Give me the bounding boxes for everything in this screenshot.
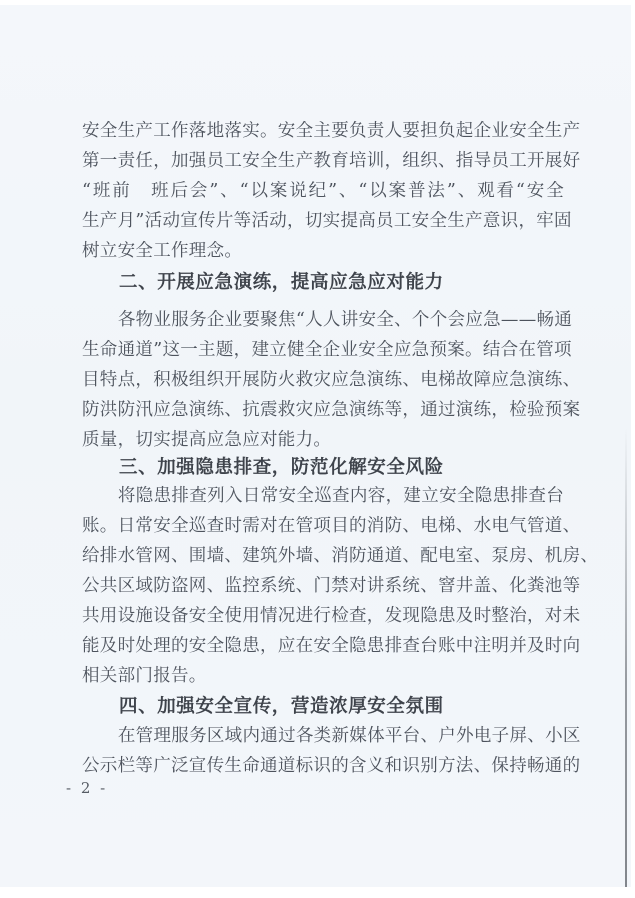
text-line: 账。日常安全巡查时需对在管项目的消防、电梯、水电气管道、 [82, 516, 581, 536]
heading-text: 二、开展应急演练，提高应急应对能力 [119, 272, 444, 293]
text-line: 共用设施设备安全使用情况进行检查，发现隐患及时整治，对未 [82, 606, 581, 626]
text-line: “班前 班后会”、“以案说纪”、“以案普法”、观看“安全 [82, 181, 564, 201]
text-line: 公共区域防盗网、监控系统、门禁对讲系统、窨井盖、化粪池等 [82, 576, 581, 596]
paragraph [82, 481, 599, 691]
heading-text: 四、加强安全宣传，营造浓厚安全氛围 [119, 696, 444, 717]
text-line: 在管理服务区域内通过各类新媒体平台、户外电子屏、小区 [117, 726, 581, 746]
text-line: 给排水管网、围墙、建筑外墙、消防通道、配电室、泵房、机房、 [82, 546, 599, 566]
heading-text: 三、加强隐患排查，防范化解安全风险 [119, 457, 444, 478]
section-heading-2 [82, 268, 564, 298]
text-line: 防洪防汛应急演练、抗震救灾应急演练等，通过演练，检验预案 [82, 400, 581, 420]
text-line: 安全生产工作落地落实。安全主要负责人要担负起企业安全生产 [82, 121, 581, 141]
scanned-paper [0, 5, 631, 887]
text-line: 将隐患排查列入日常安全巡查内容，建立安全隐患排查台 [117, 486, 564, 506]
text-line: 生命通道”这一主题，建立健全企业安全应急预案。结合在管项 [82, 340, 572, 360]
section-heading-3 [82, 453, 564, 483]
text-line: 树立安全工作理念。 [82, 241, 243, 261]
paragraph [82, 721, 581, 781]
text-line: 生产月”活动宣传片等活动，切实提高员工安全生产意识，牢固 [82, 211, 572, 231]
section-heading-4 [82, 692, 564, 722]
text-line: 各物业服务企业要聚焦“人人讲安全、个个会应急——畅通 [117, 310, 573, 330]
text-line: 能及时处理的安全隐患，应在安全隐患排查台账中注明并及时向 [82, 636, 581, 656]
text-line: 公示栏等广泛宣传生命通道标识的含义和识别方法、保持畅通的 [82, 756, 581, 776]
paragraph [82, 305, 581, 455]
text-line: 质量，切实提高应急应对能力。 [82, 430, 332, 450]
paragraph-continuation [82, 116, 581, 266]
scan-edge-shadow [625, 428, 627, 887]
text-line: 目特点，积极组织开展防火救灾应急演练、电梯故障应急演练、 [82, 370, 581, 390]
text-line: 相关部门报告。 [82, 666, 207, 686]
text-line: 第一责任，加强员工安全生产教育培训，组织、指导员工开展好 [82, 151, 581, 171]
page-number: - 2 - [66, 779, 108, 797]
